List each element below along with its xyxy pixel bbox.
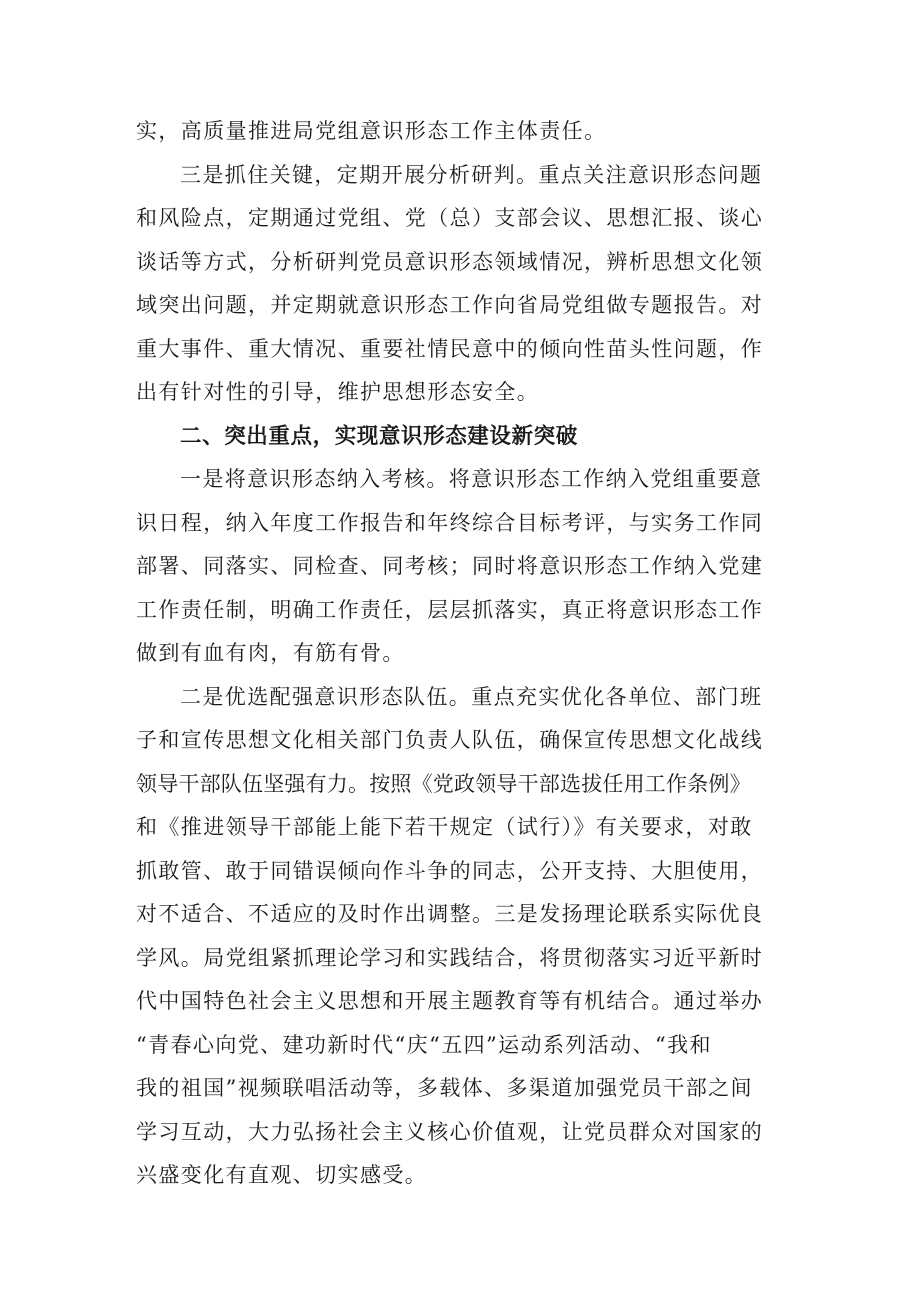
paragraph-line: 和《推进领导干部能上能下若干规定（试行）》有关要求，对敢 [136, 815, 753, 839]
paragraph-line: 实，高质量推进局党组意识形态工作主体责任。 [136, 119, 607, 143]
paragraph-line: 谈话等方式，分析研判党员意识形态领域情况，辨析思想文化领 [136, 249, 764, 274]
paragraph-line: 代中国特色社会主义思想和开展主题教育等有机结合。通过举办 [136, 989, 764, 1013]
paragraph-line: 学风。局党组紧抓理论学习和实践结合，将贯彻落实习近平新时 [136, 945, 764, 970]
paragraph-line: 学习互动，大力弘扬社会主义核心价值观，让党员群众对国家的 [136, 1119, 764, 1144]
document-body [136, 110, 786, 1198]
paragraph-line: 识日程，纳入年度工作报告和年终综合目标考评，与实务工作同 [136, 510, 764, 535]
paragraph-line: “青春心向党、建功新时代“庆“五四”运动系列活动、“我和 [136, 1032, 712, 1057]
section-heading: 二、突出重点，实现意识形态建设新突破 [180, 423, 578, 449]
paragraph-line: 出有针对性的引导，维护思想形态安全。 [136, 380, 540, 404]
paragraph-line: 领导干部队伍坚强有力。按照《党政领导干部选拔任用工作条例》 [136, 771, 751, 796]
paragraph-line: 对不适合、不适应的及时作出调整。三是发扬理论联系实际优良 [136, 902, 764, 926]
paragraph-line: 工作责任制，明确工作责任，层层抓落实，真正将意识形态工作 [136, 597, 764, 622]
paragraph-line: 部署、同落实、同检查、同考核；同时将意识形态工作纳入党建 [136, 554, 764, 578]
paragraph-line: 做到有血有肉，有筋有骨。 [136, 641, 405, 665]
paragraph-line: 域突出问题，并定期就意识形态工作向省局党组做专题报告。对 [136, 293, 764, 317]
paragraph-line: 兴盛变化有直观、切实感受。 [136, 1163, 428, 1187]
paragraph-line: 三是抓住关键，定期开展分析研判。重点关注意识形态问题 [180, 162, 763, 187]
paragraph-line: 我的祖国”视频联唱活动等，多载体、多渠道加强党员干部之间 [136, 1076, 753, 1100]
paragraph-line: 子和宣传思想文化相关部门负责人队伍，确保宣传思想文化战线 [136, 728, 764, 752]
paragraph-line: 二是优选配强意识形态队伍。重点充实优化各单位、部门班 [180, 684, 763, 709]
paragraph-line: 一是将意识形态纳入考核。将意识形态工作纳入党组重要意 [180, 467, 763, 491]
paragraph-line: 重大事件、重大情况、重要社情民意中的倾向性苗头性问题，作 [136, 336, 764, 361]
paragraph-line: 和风险点，定期通过党组、党（总）支部会议、思想汇报、谈心 [136, 206, 764, 230]
paragraph-line: 抓敢管、敢于同错误倾向作斗争的同志，公开支持、大胆使用， [136, 858, 764, 883]
